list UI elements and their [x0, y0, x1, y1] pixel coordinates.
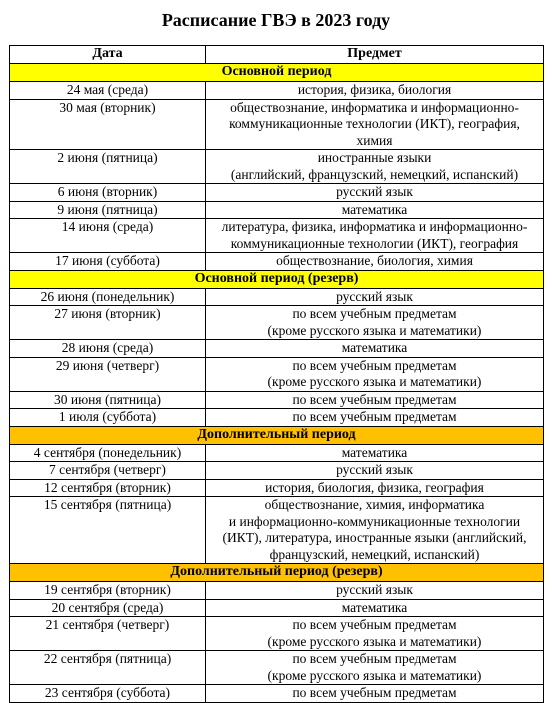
column-header-subject: Предмет [206, 46, 544, 64]
table-row [10, 685, 544, 703]
subject-line: литература, физика, информатика и информационно- [221, 219, 528, 234]
subject-line: русский язык [336, 582, 413, 597]
subject-line: математика [341, 201, 408, 217]
schedule-table [9, 45, 544, 703]
date-cell: 4 сентября (понедельник) [10, 444, 206, 462]
subject-line: обществознание, биология, химия [276, 253, 473, 268]
table-row [10, 306, 544, 340]
subject-line: русский язык [336, 462, 413, 477]
date-cell: 2 июня (пятница) [10, 150, 206, 184]
table-row [10, 409, 544, 427]
date-cell: 19 сентября (вторник) [10, 582, 206, 600]
subject-cell [206, 184, 544, 202]
table-row [10, 617, 544, 651]
subject-line: коммуникационные технологии (ИКТ), география, [229, 116, 520, 131]
subject-line: история, биология, физика, география [265, 479, 484, 495]
section-title: Дополнительный период [10, 426, 544, 444]
subject-line: история, физика, биология [297, 82, 452, 97]
date-cell: 21 сентября (четверг) [10, 617, 206, 651]
subject-cell [206, 253, 544, 271]
subject-line: русский язык [336, 184, 413, 199]
table-row [10, 219, 544, 253]
subject-cell [206, 409, 544, 427]
date-cell: 24 мая (среда) [10, 82, 206, 100]
subject-cell [206, 340, 544, 358]
table-row [10, 184, 544, 202]
subject-line: обществознание, химия, информатика [264, 497, 485, 512]
table-row [10, 444, 544, 462]
subject-line: по всем учебным предметам [292, 391, 457, 407]
date-cell: 14 июня (среда) [10, 219, 206, 253]
subject-line: французский, немецкий, испанский) [269, 546, 480, 562]
date-cell: 9 июня (пятница) [10, 201, 206, 219]
subject-line: (английский, французский, немецкий, испанский) [230, 166, 519, 182]
subject-cell [206, 497, 544, 564]
subject-line: по всем учебным предметам [292, 306, 457, 321]
subject-line: (ИКТ), литература, иностранные языки (английский, [222, 530, 527, 545]
date-cell: 23 сентября (суббота) [10, 685, 206, 703]
subject-cell [206, 391, 544, 409]
subject-cell [206, 599, 544, 617]
subject-cell [206, 357, 544, 391]
table-row [10, 479, 544, 497]
subject-cell [206, 479, 544, 497]
section-header-row [10, 426, 544, 444]
table-row [10, 253, 544, 271]
table-row [10, 391, 544, 409]
subject-cell [206, 651, 544, 685]
table-row [10, 462, 544, 480]
subject-line: по всем учебным предметам [292, 357, 457, 373]
table-header-row [10, 46, 544, 64]
column-header-date: Дата [10, 46, 206, 64]
subject-cell [206, 219, 544, 253]
date-cell: 15 сентября (пятница) [10, 497, 206, 564]
date-cell: 30 июня (пятница) [10, 391, 206, 409]
subject-line: (кроме русского языка и математики) [267, 322, 482, 338]
subject-line: химия [356, 132, 393, 148]
subject-cell [206, 150, 544, 184]
subject-cell [206, 82, 544, 100]
date-cell: 12 сентября (вторник) [10, 479, 206, 497]
subject-line: математика [341, 340, 408, 355]
subject-cell [206, 444, 544, 462]
subject-line: по всем учебным предметам [292, 409, 457, 424]
date-cell: 7 сентября (четверг) [10, 462, 206, 480]
table-row [10, 340, 544, 358]
date-cell: 1 июля (суббота) [10, 409, 206, 427]
subject-cell [206, 99, 544, 150]
subject-cell [206, 462, 544, 480]
subject-cell [206, 306, 544, 340]
date-cell: 6 июня (вторник) [10, 184, 206, 202]
section-header-row [10, 270, 544, 288]
subject-line: (кроме русского языка и математики) [267, 374, 482, 389]
date-cell: 20 сентября (среда) [10, 599, 206, 617]
section-header-row [10, 64, 544, 82]
subject-cell [206, 685, 544, 703]
subject-cell [206, 617, 544, 651]
table-row [10, 82, 544, 100]
subject-line: русский язык [336, 288, 413, 304]
subject-line: (кроме русского языка и математики) [267, 667, 482, 683]
date-cell: 26 июня (понедельник) [10, 288, 206, 306]
page-title: Расписание ГВЭ в 2023 году [161, 10, 391, 30]
table-row [10, 150, 544, 184]
subject-line: математика [341, 599, 408, 615]
table-row [10, 201, 544, 219]
subject-line: по всем учебным предметам [292, 685, 457, 700]
table-row [10, 651, 544, 685]
subject-line: математика [341, 444, 408, 460]
subject-line: (кроме русского языка и математики) [267, 633, 482, 649]
section-title: Основной период [10, 64, 544, 82]
table-row [10, 357, 544, 391]
section-header-row [10, 564, 544, 582]
date-cell: 29 июня (четверг) [10, 357, 206, 391]
subject-line: обществознание, информатика и информационно- [230, 99, 519, 115]
subject-cell [206, 288, 544, 306]
schedule-body [10, 64, 544, 703]
table-row [10, 99, 544, 150]
subject-cell [206, 582, 544, 600]
table-row [10, 599, 544, 617]
table-row [10, 582, 544, 600]
date-cell: 27 июня (вторник) [10, 306, 206, 340]
subject-line: иностранные языки [317, 150, 432, 165]
date-cell: 17 июня (суббота) [10, 253, 206, 271]
date-cell: 28 июня (среда) [10, 340, 206, 358]
subject-line: по всем учебным предметам [292, 617, 457, 632]
section-title: Дополнительный период (резерв) [10, 564, 544, 582]
subject-line: по всем учебным предметам [292, 651, 457, 666]
date-cell: 30 мая (вторник) [10, 99, 206, 150]
table-row [10, 288, 544, 306]
subject-line: и информационно-коммуникационные технологии [228, 513, 521, 529]
date-cell: 22 сентября (пятница) [10, 651, 206, 685]
section-title: Основной период (резерв) [10, 270, 544, 288]
subject-line: коммуникационные технологии (ИКТ), география [230, 235, 519, 251]
table-row [10, 497, 544, 564]
subject-cell [206, 201, 544, 219]
